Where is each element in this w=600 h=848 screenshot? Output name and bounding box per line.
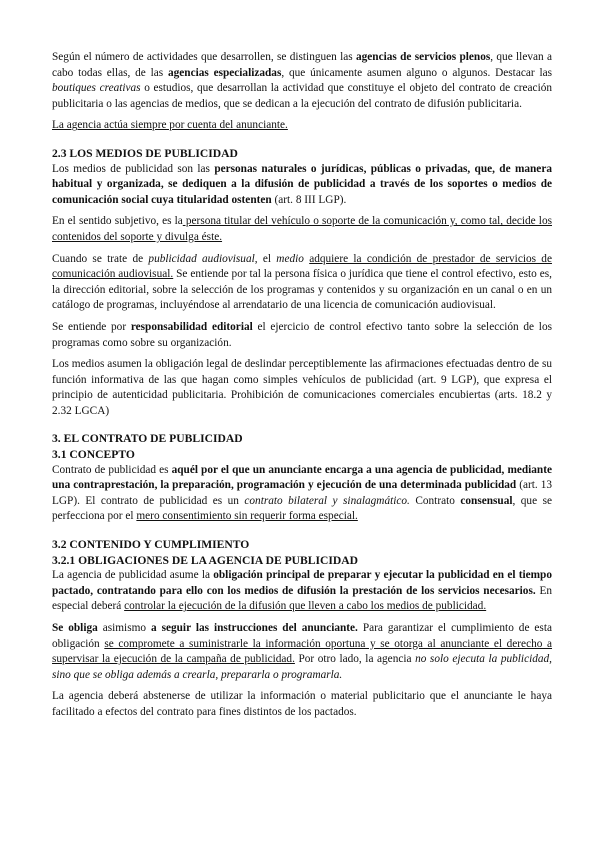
- italic-text: no solo ejecuta la publicidad, sino que se obliga además a crearla, prepararla o programarla.: [52, 653, 552, 681]
- paragraph-obligacion-principal: [52, 568, 552, 615]
- paragraph-medios-definicion: [52, 162, 552, 209]
- text: Se entiende por tal la persona física o jurídica que tiene el control efectivo, esto es, la dirección editorial, sobre la selección de los programas y contenidos y su organización en un canal o en un catálogo de programas, incluyéndose al arrendatario de una licencia de comunicación audiovisual.: [52, 268, 552, 312]
- heading-3-1: 3.1 CONCEPTO: [52, 448, 135, 462]
- text: Según el número de actividades que desarrollen, se distinguen las: [52, 51, 356, 63]
- paragraph-responsabilidad-editorial: [52, 320, 552, 351]
- text: Para garantizar el cumplimiento de esta obligación: [52, 622, 552, 650]
- heading-3-2-1: 3.2.1 OBLIGACIONES DE LA AGENCIA DE PUBLICIDAD: [52, 553, 359, 567]
- italic-text: publicidad audiovisual: [148, 252, 255, 265]
- bold-text: a seguir las instrucciones del anunciante.: [150, 622, 358, 634]
- heading-2-3: 2.3 LOS MEDIOS DE PUBLICIDAD: [52, 146, 238, 160]
- paragraph-concepto: [52, 463, 552, 525]
- bold-text: Se obliga: [52, 622, 98, 634]
- paragraph-instrucciones: [52, 621, 552, 683]
- paragraph-obligacion-legal: [52, 357, 552, 419]
- text: Contrato de publicidad es: [52, 463, 172, 476]
- text: Se entiende por: [52, 320, 131, 333]
- text: , que llevan a cabo todas ellas, de las: [52, 51, 552, 79]
- underlined-text: La agencia actúa siempre por cuenta del anunciante.: [52, 119, 288, 132]
- paragraph-agencias: [52, 50, 552, 112]
- bold-text: responsabilidad editorial: [130, 320, 253, 333]
- bold-text: personas naturales o jurídicas, públicas o privadas, que, de manera habitual y organizada, se dediquen a la difusión de publicidad a través de los soportes o medios de comunicación social cuya titularidad ostenten: [52, 162, 552, 206]
- underlined-text: persona titular del vehículo o soporte de la comunicación y, como tal, decide los contenidos del soporte y divulga éste.: [52, 215, 552, 243]
- text: asimismo: [97, 622, 151, 634]
- heading-3-2: 3.2 CONTENIDO Y CUMPLIMIENTO: [52, 538, 250, 552]
- text: el ejercicio de control efectivo tanto sobre la selección de los programas como sobre su organización.: [52, 320, 552, 349]
- paragraph-publicidad-audiovisual: [52, 252, 552, 314]
- document-page: [52, 50, 552, 727]
- bold-text: consensual: [460, 494, 513, 507]
- bold-text: aquél por el que un anunciante encarga a una agencia de publicidad, mediante una contraprestación, la preparación, programación y ejecución de una determinada publicidad: [52, 463, 552, 492]
- bold-text: agencias de servicios plenos: [356, 51, 491, 63]
- text: Los medios de publicidad son las: [52, 162, 215, 175]
- paragraph-abstenerse: [52, 689, 552, 720]
- text: En especial deberá: [52, 584, 553, 613]
- text: , que se perfecciona por el: [52, 494, 552, 523]
- text: La agencia deberá abstenerse de utilizar la información o material publicitario que el anunciante le haya facilitado a efectos del contrato para fines distintos de los pactados.: [52, 690, 552, 718]
- underlined-text: adquiere la condición de prestador de servicios de comunicación audiovisual.: [52, 252, 552, 281]
- heading-3: 3. EL CONTRATO DE PUBLICIDAD: [52, 432, 243, 446]
- text: Contrato: [409, 494, 461, 507]
- italic-text: boutiques creativas: [52, 82, 141, 95]
- underlined-text: controlar la ejecución de la difusión que lleven a cabo los medios de publicidad.: [124, 600, 487, 613]
- text: , que únicamente asumen alguno o algunos. Destacar las: [281, 66, 552, 79]
- text: , el: [254, 252, 277, 265]
- bold-text: obligación principal de preparar y ejecutar la publicidad en el tiempo pactado, contratando para ello con los medios de difusión la prestación de los servicios necesarios.: [52, 569, 552, 597]
- text: o estudios, que desarrollan la actividad que constituye el objeto del contrato de creación publicitaria o las agencias de medios, que se dedican a la ejecución del contrato de difusión publicitaria.: [52, 82, 552, 110]
- text: Los medios asumen la obligación legal de deslindar perceptiblemente las afirmaciones efectuadas dentro de su función informativa de las que hagan como simples vehículos de publicidad (art. 9 LGP), que expresa el principio de autenticidad publicitaria. Prohibición de comunicaciones comerciales encubiertas (arts. 18.2 y 2.32 LGCA): [52, 358, 552, 417]
- underlined-text: se compromete a suministrarle la información oportuna y se otorga al anunciante el derecho a supervisar la ejecución de la campaña de publicidad.: [52, 637, 553, 666]
- underlined-text: mero consentimiento sin requerir forma especial.: [136, 510, 358, 523]
- text: En el sentido subjetivo, es la: [52, 215, 183, 228]
- paragraph-sentido-subjetivo: [52, 214, 552, 245]
- text: La agencia de publicidad asume la: [52, 569, 214, 582]
- text: (art. 13 LGP). El contrato de publicidad es un: [52, 479, 552, 507]
- text: Cuando se trate de: [52, 252, 149, 265]
- italic-text: medio: [276, 252, 304, 265]
- text: (art. 8 III LGP).: [271, 193, 347, 206]
- text: Por otro lado, la agencia: [294, 653, 416, 666]
- italic-text: contrato bilateral y sinalagmático.: [244, 494, 410, 507]
- bold-text: agencias especializadas: [167, 66, 282, 79]
- paragraph-cuenta-anunciante: [52, 118, 552, 134]
